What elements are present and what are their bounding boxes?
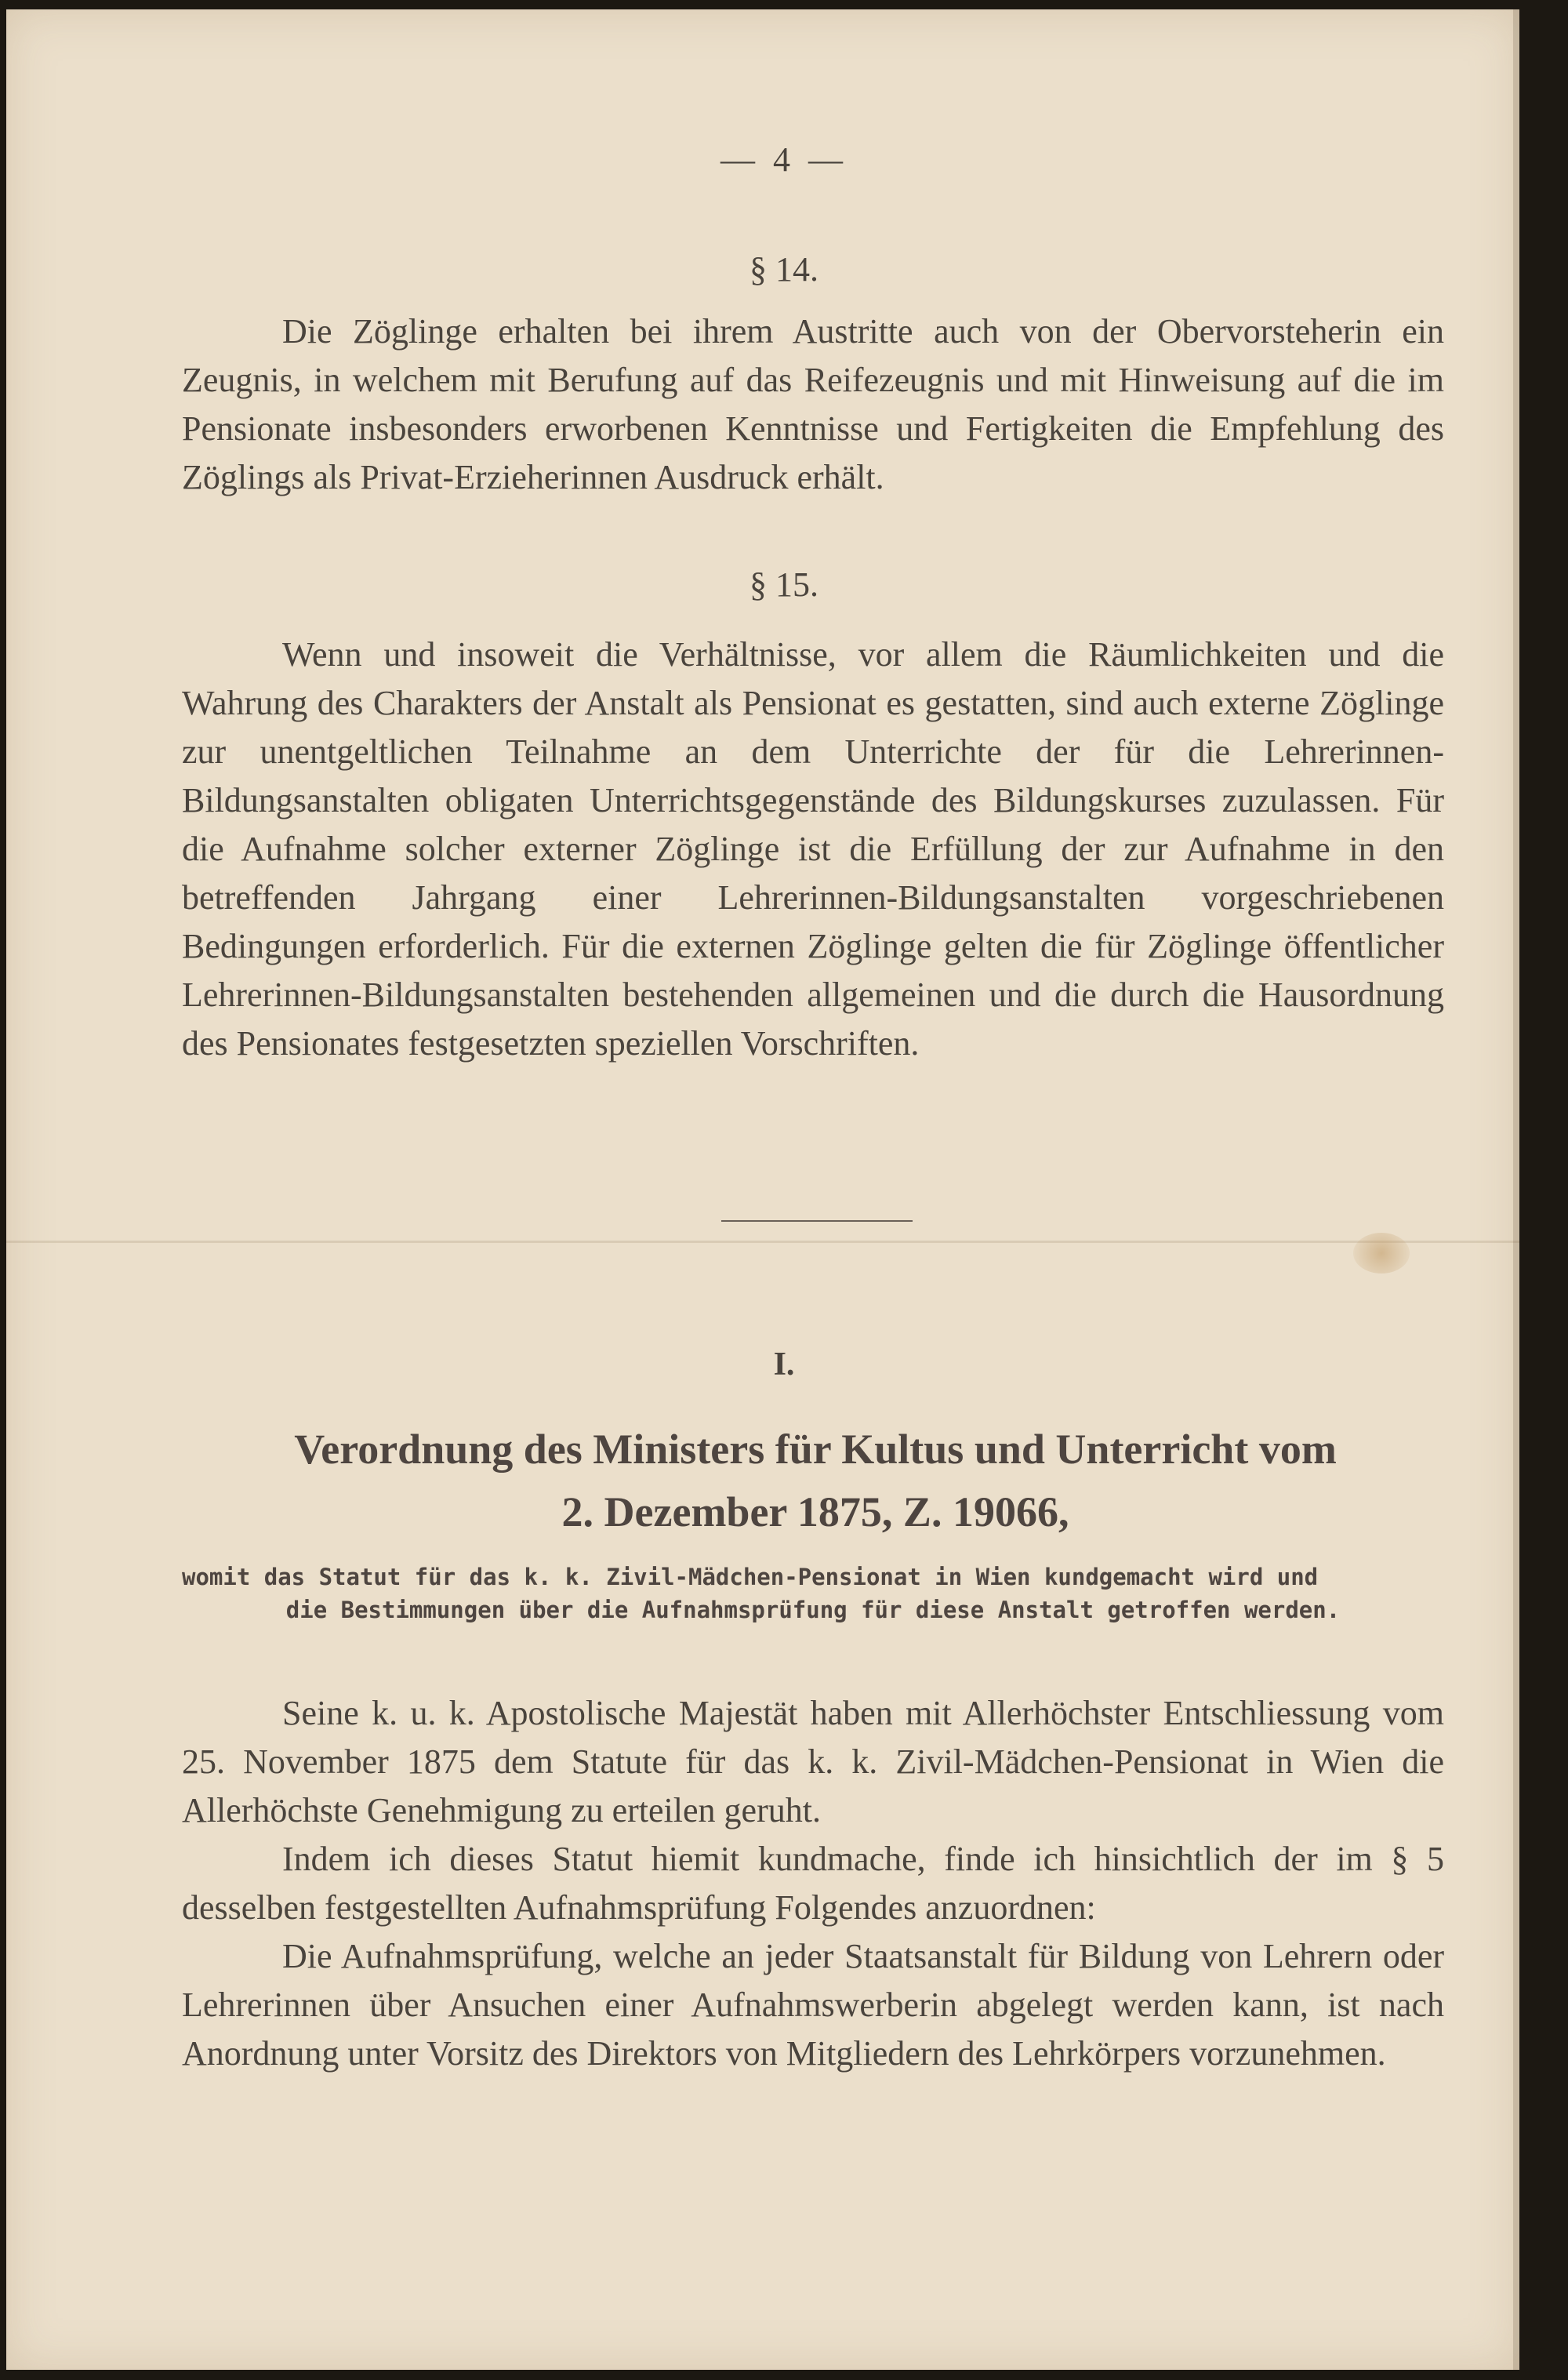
paper-stain [1353,1233,1410,1274]
ordinance-subtitle-line-2: die Bestimmungen über die Aufnahmsprüfung für diese Anstalt getroffen werden. [285,1597,1341,1623]
ordinance-body [182,1689,1444,2078]
ordinance-paragraph: Die Aufnahmsprüfung, welche an jeder Staatsanstalt für Bildung von Lehrern oder Lehrerinnen über Ansuchen einer Aufnahmswerberin abgelegt werden kann, ist nach Anordnung unter Vorsitz des Direktors von Mitgliedern des Lehrkörpers vorzunehmen. [182,1937,1444,2073]
paper-fold [6,1241,1519,1243]
ordinance-title-line-2: 2. Dezember 1875, Z. 19066, [561,1488,1069,1535]
section-15-text: Wenn und insoweit die Verhältnisse, vor allem die Räumlichkeiten und die Wahrung des Charakters der Anstalt als Pensionat es gestatten, sind auch externe Zöglinge zur unentgeltlichen Teilnahme an dem Unterrichte der für die Lehrerinnen-Bildungsanstalten obligaten Unterrichtsgegenstände des Bildungskurses zuzulassen. Für die Aufnahme solcher externer Zöglinge ist die Erfüllung der zur Aufnahme in den betreffenden Jahrgang einer Lehrerinnen-Bildungsanstalten vorgeschriebenen Bedingungen erforderlich. Für die externen Zöglinge gelten die für Zöglinge öffentlicher Lehrerinnen-Bildungsanstalten bestehenden allgemeinen und die durch die Hausordnung des Pensionates festgesetzten speziellen Vorschriften. [182,635,1444,1063]
ordinance-number: I. [773,1346,795,1383]
section-14-text: Die Zöglinge erhalten bei ihrem Austritte auch von der Obervorsteherin ein Zeugnis, in welchem mit Berufung auf das Reifezeugnis und mit Hinweisung auf die im Pensionate insbesonders erworbenen Kenntnisse und Fertigkeiten die Empfehlung des Zöglings als Privat-Erzieherinnen Ausdruck erhält. [182,312,1444,496]
ordinance-paragraph: Indem ich dieses Statut hiemit kundmache, finde ich hinsichtlich der im § 5 desselben festgestellten Aufnahmsprüfung Folgendes anzuordnen: [182,1840,1444,1927]
ordinance-subtitle-line-1: womit das Statut für das k. k. Zivil-Mädchen-Pensionat in Wien kundgemacht wird und [182,1564,1319,1590]
section-14-body [182,307,1444,502]
section-14-heading: § 14. [750,250,818,289]
section-divider [721,1220,913,1222]
page-edge [1513,9,1519,2370]
ordinance-subtitle [182,1561,1444,1626]
ordinance-title [180,1418,1450,1543]
ordinance-title-line-1: Verordnung des Ministers für Kultus und Unterricht vom [294,1426,1337,1473]
page-number: — 4 — [720,140,848,179]
section-15-body [182,630,1444,1068]
ordinance-paragraph: Seine k. u. k. Apostolische Majestät haben mit Allerhöchster Entschliessung vom 25. November 1875 dem Statute für das k. k. Zivil-Mädchen-Pensionat in Wien die Allerhöchste Genehmigung zu erteilen geruht. [182,1694,1444,1830]
section-15-heading: § 15. [750,565,818,604]
